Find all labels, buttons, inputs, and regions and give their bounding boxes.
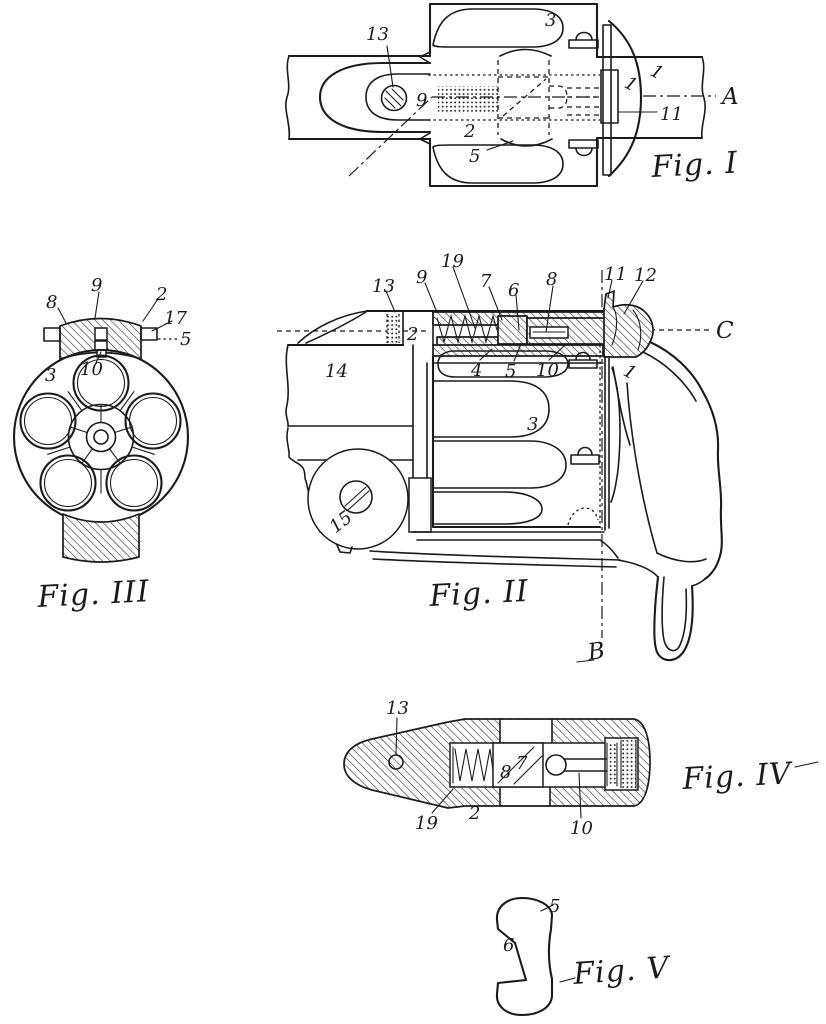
fig3-label-8: 8 — [46, 292, 58, 313]
fig3-label-9: 9 — [91, 275, 103, 296]
fig2-stud-top — [569, 360, 597, 368]
fig1-label-A: A — [722, 84, 739, 110]
fig2-label-11: 11 — [604, 264, 627, 285]
fig3-pin-left — [44, 328, 60, 341]
fig2-label-2: 2 — [407, 324, 419, 345]
fig1-label-2: 2 — [464, 121, 476, 142]
figure-5-spring-catch — [497, 896, 673, 1015]
fig4-label-10: 10 — [570, 818, 593, 839]
fig3-label-10: 10 — [80, 359, 103, 380]
fig2-label-C: C — [716, 318, 734, 344]
fig2-label-14: 14 — [325, 361, 348, 382]
fig4-label-19: 19 — [415, 813, 438, 834]
fig2-screw-13-hidden — [387, 314, 399, 343]
fig2-recoil-shield — [605, 345, 620, 530]
fig2-caption: Fig. II — [428, 573, 530, 614]
fig2-label-9: 9 — [416, 267, 428, 288]
fig2-sideplate — [308, 449, 408, 549]
fig4-top-slot — [500, 720, 552, 744]
fig4-bottom-slot — [500, 785, 550, 805]
fig2-label-10: 10 — [536, 360, 559, 381]
fig1-label-11: 11 — [660, 104, 683, 125]
fig1-caption: Fig. I — [650, 145, 739, 185]
figure-4-latch-section — [344, 698, 818, 839]
fig4-label-2: 2 — [469, 803, 481, 824]
fig2-label-15: 15 — [325, 506, 357, 538]
fig2-label-8: 8 — [546, 269, 558, 290]
fig2-frame-window — [370, 345, 620, 567]
figure-2-side-view — [277, 251, 734, 666]
fig1-label-9: 9 — [416, 90, 428, 111]
fig1-label-13: 13 — [366, 24, 389, 45]
fig2-label-5: 5 — [505, 361, 517, 382]
fig4-caption: Fig. IV — [681, 756, 793, 797]
fig3-label-17: 17 — [164, 308, 187, 329]
fig2-latch-mechanism — [433, 312, 607, 363]
figure-3-cylinder-front — [14, 275, 191, 615]
fig2-label-7: 7 — [480, 271, 492, 292]
fig2-label-13: 13 — [372, 276, 395, 297]
fig1-cylinder-stud-top — [569, 33, 598, 49]
fig2-cylinder — [433, 345, 600, 527]
fig1-label-1b: 1 — [646, 60, 667, 85]
fig1-cylinder-stud-bottom — [569, 140, 598, 156]
fig2-stud-bottom — [571, 455, 599, 464]
fig1-label-3: 3 — [545, 10, 557, 31]
fig3-latch-bit — [95, 328, 107, 340]
fig5-label-6: 6 — [503, 935, 515, 956]
fig5-s-spring — [497, 898, 552, 1015]
fig2-hammer — [604, 291, 653, 357]
fig2-label-B: B — [586, 637, 607, 666]
fig2-label-6: 6 — [508, 280, 520, 301]
fig3-label-2: 2 — [156, 284, 168, 305]
fig2-label-12: 12 — [634, 265, 657, 286]
fig3-label-3: 3 — [45, 365, 57, 386]
figure-1-top-view — [286, 4, 739, 186]
fig4-label-8: 8 — [500, 762, 512, 783]
fig1-spring-stipple — [438, 86, 500, 112]
fig2-label-3: 3 — [527, 414, 539, 435]
fig4-label-7: 7 — [516, 753, 528, 774]
fig5-caption: Fig. V — [572, 950, 671, 992]
fig2-label-1: 1 — [619, 360, 640, 385]
fig3-grip-block — [63, 514, 139, 562]
fig1-recoil-plate — [601, 21, 641, 176]
fig2-grip — [613, 342, 722, 660]
fig3-caption: Fig. III — [36, 574, 151, 615]
fig4-label-13: 13 — [386, 698, 409, 719]
fig5-label-5: 5 — [549, 896, 561, 917]
fig1-label-5: 5 — [469, 146, 481, 167]
fig3-latch-bit-2 — [95, 341, 107, 350]
fig2-label-4: 4 — [471, 360, 483, 381]
fig2-label-19: 19 — [441, 251, 464, 272]
fig3-label-5: 5 — [180, 329, 192, 350]
fig1-label-1a: 1 — [620, 72, 641, 97]
